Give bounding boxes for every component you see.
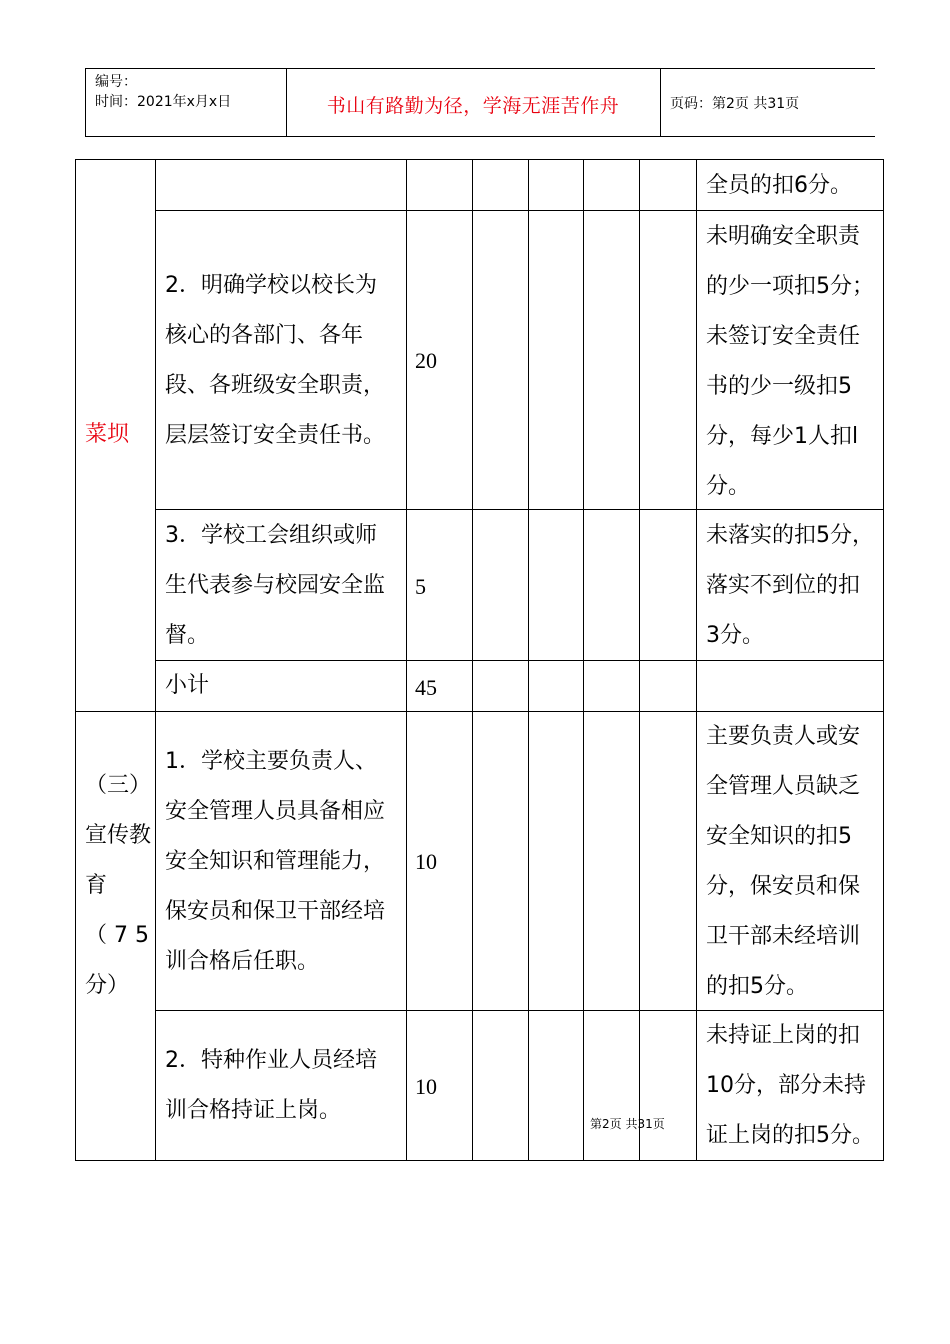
criteria-cell: 未持证上岗的扣 10分，部分未持 证上岗的扣5分。 <box>706 1023 874 1148</box>
score-cell: 20 <box>415 348 437 373</box>
score-cell: 10 <box>415 849 437 874</box>
page-header <box>85 68 875 137</box>
score-cell: 5 <box>415 574 426 599</box>
table-border <box>75 159 76 1161</box>
item-cell: 1．学校主要负责人、 安全管理人员具备相应 安全知识和管理能力， 保安员和保卫干部经培 训合格后任职。 <box>165 749 386 974</box>
criteria-cell: 全员的扣6分。 <box>706 173 852 198</box>
subtotal-label: 小计 <box>165 673 210 698</box>
score-cell: 10 <box>415 1074 437 1099</box>
criteria-cell: 未落实的扣5分， 落实不到位的扣 3分。 <box>706 523 874 648</box>
page-label: 页码：第2页 共31页 <box>670 96 800 112</box>
item-cell: 3．学校工会组织或师 生代表参与校园安全监 督。 <box>165 523 386 648</box>
criteria-cell: 未明确安全职责 的少一项扣5分； 未签订安全责任 书的少一级扣5 分，每少1人扣l 分。 <box>706 224 874 499</box>
category-label: （三） 宣传教 育 （ 7 5 分） <box>85 773 152 998</box>
header-divider <box>660 69 661 136</box>
criteria-cell: 主要负责人或安 全管理人员缺乏 安全知识的扣5 分，保安员和保 卫干部未经培训 的扣5分。 <box>706 724 861 999</box>
number-label: 编号： <box>95 74 137 90</box>
item-cell: 2．特种作业人员经培 训合格持证上岗。 <box>165 1048 377 1123</box>
table-border <box>75 159 884 160</box>
page-number: 第2页 共31页 <box>590 1117 665 1131</box>
time-label: 时间：2021年x月x日 <box>95 94 232 110</box>
subtotal-score: 45 <box>415 675 437 700</box>
item-cell: 2．明确学校以校长为 核心的各部门、各年 段、各班级安全职责， 层层签订安全责任书。 <box>165 273 386 448</box>
motto: 书山有路勤为径，学海无涯苦作舟 <box>326 95 620 117</box>
category-label: 菜坝 <box>85 422 130 447</box>
header-meta <box>95 72 231 112</box>
